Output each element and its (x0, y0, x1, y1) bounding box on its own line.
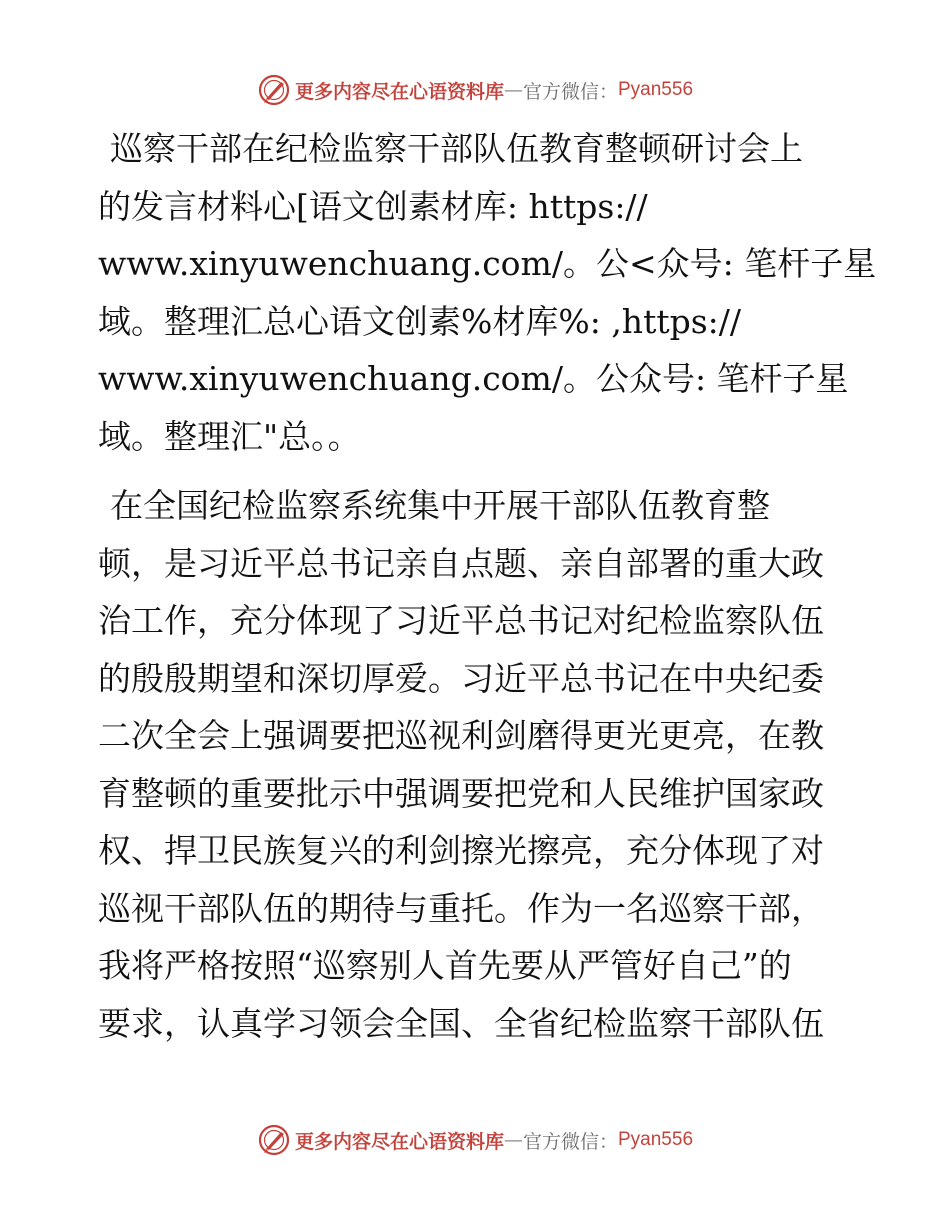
text-line: 在全国纪检监察系统集中开展干部队伍教育整 (110, 486, 770, 525)
footer-wechat-id: Pyan556 (618, 1129, 694, 1150)
text-line: www.xinyuwenchuang.com/。公众号: 笔杆子星 (98, 359, 849, 398)
text-line: 的殷殷期望和深切厚爱。习近平总书记在中央纪委 (98, 658, 824, 698)
header-banner-text: 更多内容尽在心语资料库 (294, 80, 504, 103)
text-line: 二次全会上强调要把巡视利剑磨得更光更亮，在教 (98, 716, 824, 755)
quill-logo-icon (257, 73, 291, 107)
header-wechat-id: Pyan556 (618, 79, 694, 100)
paragraph-title (98, 120, 877, 465)
document-body (98, 120, 877, 1052)
footer-banner (0, 1120, 950, 1160)
text-line: 治工作，充分体现了习近平总书记对纪检监察队伍 (98, 601, 824, 640)
text-line: 巡察干部在纪检监察干部队伍教育整顿研讨会上 (110, 129, 803, 168)
footer-banner-text: 更多内容尽在心语资料库 (294, 1130, 504, 1153)
footer-banner-dash: — (503, 1129, 523, 1151)
text-line: 的发言材料心[语文创素材库: https:// (98, 186, 648, 226)
header-banner-dash: — (503, 79, 523, 101)
header-wechat-label: 官方微信： (522, 80, 618, 103)
footer-wechat-label: 官方微信： (522, 1130, 618, 1153)
text-line: 域。整理汇"总。。 (98, 416, 361, 456)
text-line: 域。整理汇总心语文创素%材库%: ,https:// (98, 301, 742, 341)
text-line: www.xinyuwenchuang.com/。公<众号: 笔杆子星 (98, 244, 877, 283)
text-line: 顿，是习近平总书记亲自点题、亲自部署的重大政 (98, 543, 824, 583)
text-line: 我将严格按照“巡察别人首先要从严管好自己”的 (98, 946, 792, 985)
text-line: 育整顿的重要批示中强调要把党和人民维护国家政 (98, 773, 824, 813)
quill-logo-icon (257, 1123, 291, 1157)
paragraph-body (98, 477, 858, 1052)
header-banner (0, 70, 950, 110)
text-line: 权、捍卫民族复兴的利剑擦光擦亮，充分体现了对 (98, 831, 824, 870)
text-line: 要求，认真学习领会全国、全省纪检监察干部队伍 (98, 1003, 824, 1043)
text-line: 巡视干部队伍的期待与重托。作为一名巡察干部， (98, 888, 824, 928)
